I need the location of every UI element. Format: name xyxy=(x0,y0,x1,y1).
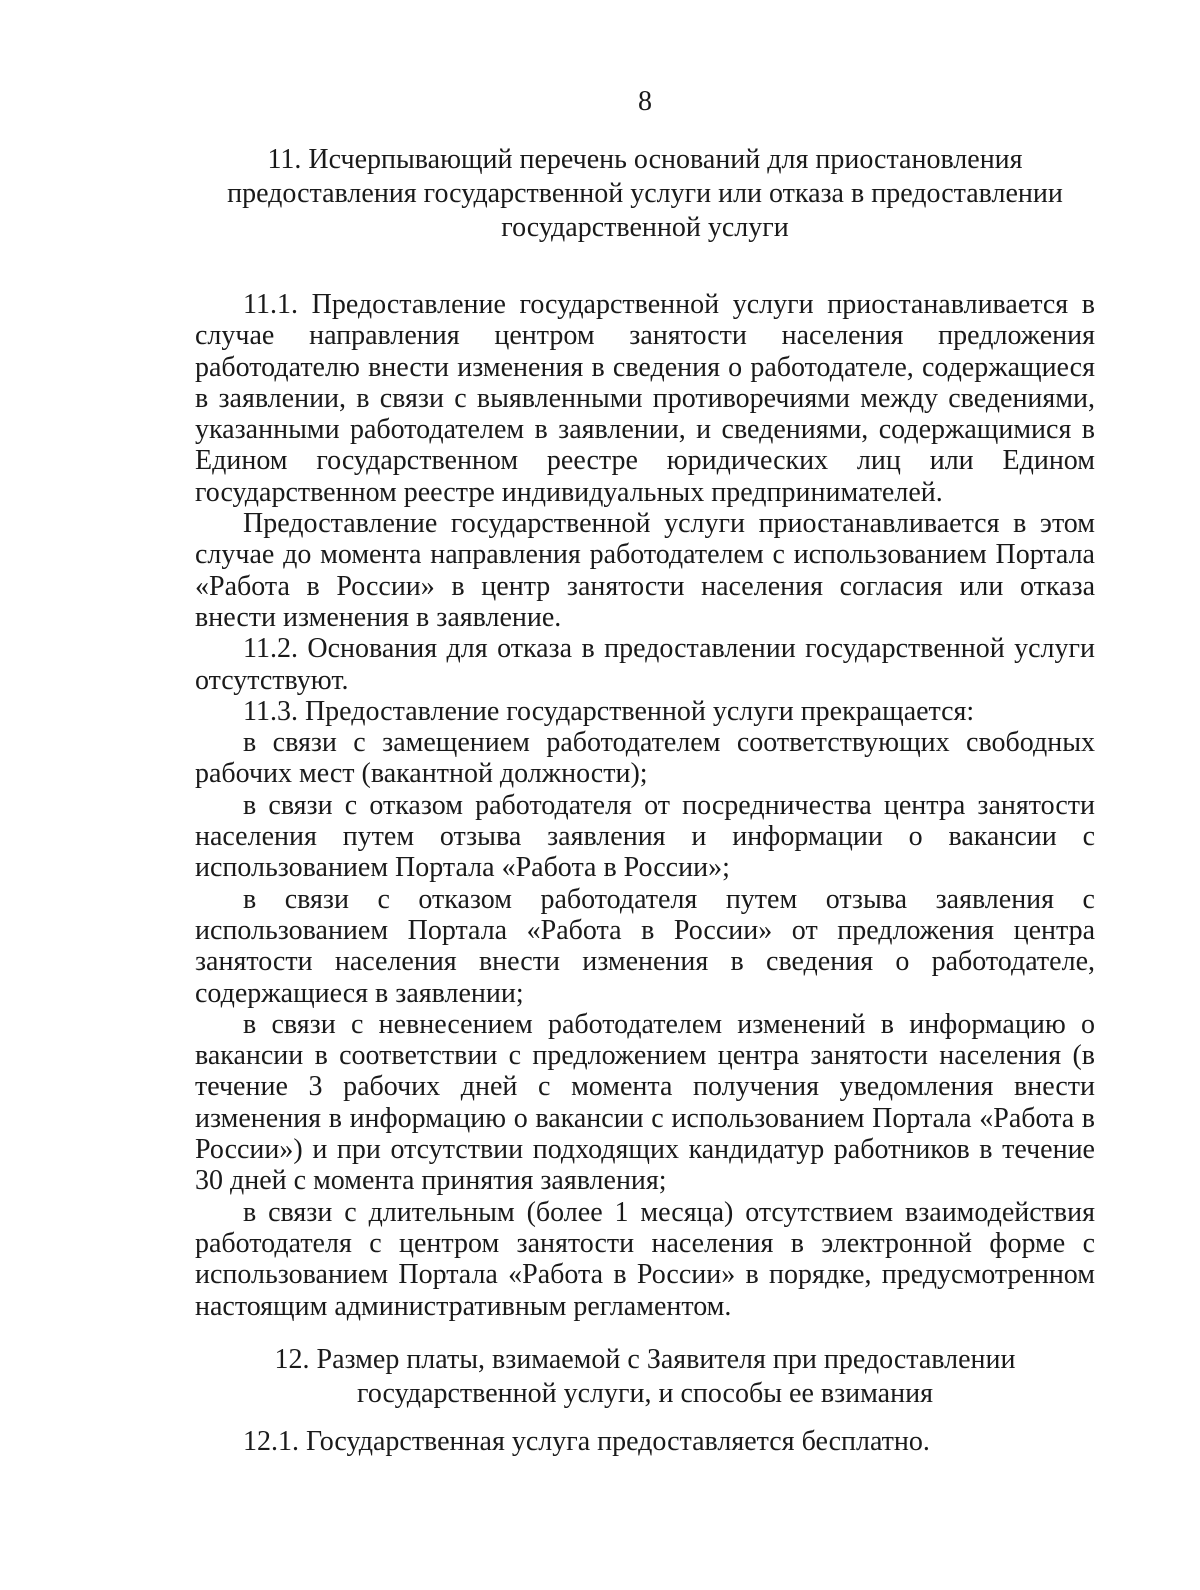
paragraph-11-3-item: в связи с отказом работодателя путем отзыва заявления с использованием Портала «Работа в России» от предложения центра занятости населения внести изменения в сведения о работодателе, содержащиеся в заявлении; xyxy=(195,883,1095,1009)
section-11-body xyxy=(195,289,1095,1322)
paragraph-11-3-item: в связи с длительным (более 1 месяца) отсутствием взаимодействия работодателя с центром занятости населения в электронной форме с использованием Портала «Работа в России» в порядке, предусмотренном настоящим административным регламентом. xyxy=(195,1196,1095,1322)
paragraph-11-1: 11.1. Предоставление государственной услуги приостанавливается в случае направления центром занятости населения предложения работодателю внести изменения в сведения о работодателе, содержащиеся в заявлении, в связи с выявленными противоречиями между сведениями, указанными работодателем в заявлении, и сведениями, содержащимися в Едином государственном реестре юридических лиц или Едином государственном реестре индивидуальных предпринимателей. xyxy=(195,289,1095,508)
paragraph-12-1: 12.1. Государственная услуга предоставляется бесплатно. xyxy=(243,1426,930,1457)
page-number: 8 xyxy=(638,86,652,117)
section-12-heading-line: 12. Размер платы, взимаемой с Заявителя при предоставлении xyxy=(274,1344,1016,1375)
section-12-body xyxy=(195,1426,1095,1457)
section-11-heading-line: предоставления государственной услуги или отказа в предоставлении xyxy=(227,178,1063,209)
paragraph-11-3-item: в связи с невнесением работодателем изменений в информацию о вакансии в соответствии с предложением центра занятости населения (в течение 3 рабочих дней с момента получения уведомления внести изменения в информацию о вакансии с использованием Портала «Работа в России») и при отсутствии подходящих кандидатур работников в течение 30 дней с момента принятия заявления; xyxy=(195,1008,1095,1197)
section-12-heading-line: государственной услуги, и способы ее взимания xyxy=(357,1378,933,1409)
paragraph-11-3-item: в связи с отказом работодателя от посредничества центра занятости населения путем отзыва заявления и информации о вакансии с использованием Портала «Работа в России»; xyxy=(195,789,1095,884)
section-11-heading-line: 11. Исчерпывающий перечень оснований для приостановления xyxy=(267,144,1023,175)
paragraph-11-1-suspension: Предоставление государственной услуги приостанавливается в этом случае до момента направления работодателем с использованием Портала «Работа в России» в центр занятости населения согласия или отказа внести изменения в заявление. xyxy=(195,508,1095,633)
paragraph-11-3-item: в связи с замещением работодателем соответствующих свободных рабочих мест (вакантной должности); xyxy=(195,727,1095,790)
paragraph-11-3: 11.3. Предоставление государственной услуги прекращается: xyxy=(243,695,975,727)
section-12-heading xyxy=(195,1343,1095,1411)
section-11-heading-line: государственной услуги xyxy=(501,212,789,243)
section-11-heading xyxy=(195,143,1095,245)
paragraph-11-2: 11.2. Основания для отказа в предоставлении государственной услуги отсутствуют. xyxy=(195,633,1095,696)
